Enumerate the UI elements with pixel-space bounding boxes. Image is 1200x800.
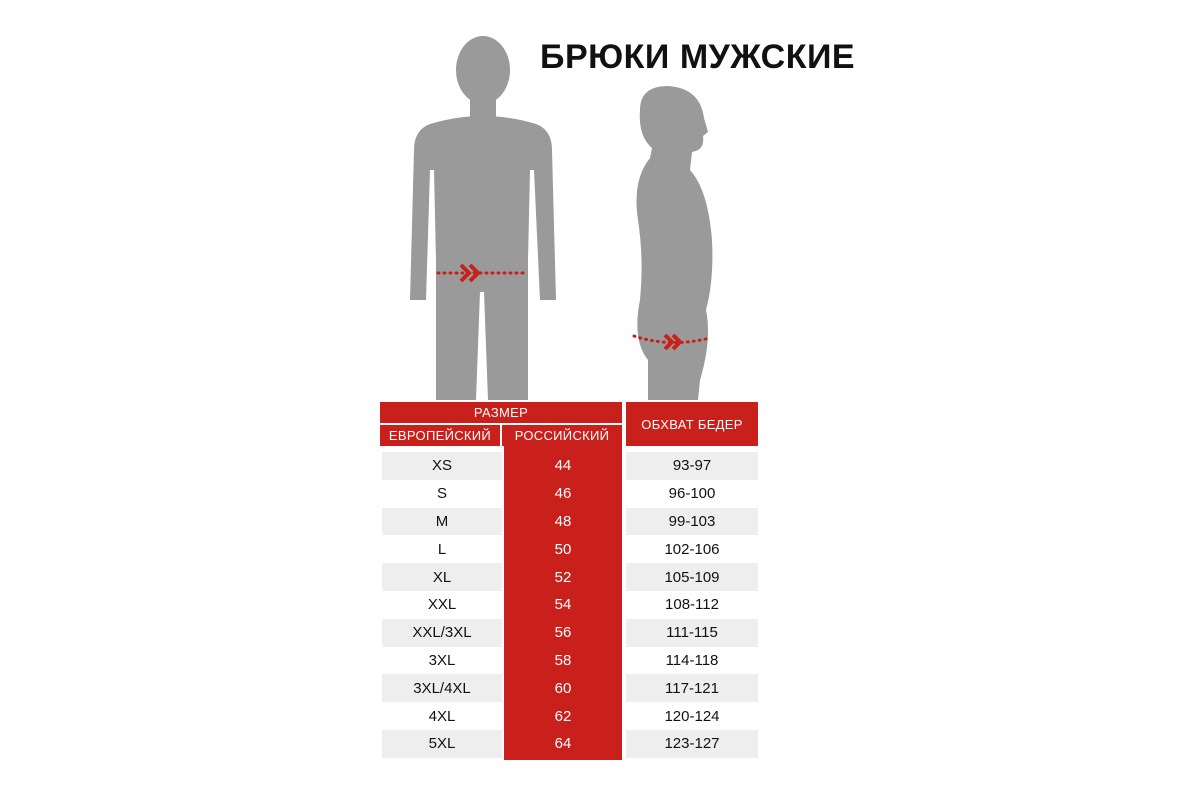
table-row [380,730,758,758]
table-row [380,508,758,536]
cell-hip-girth: 96-100 [668,485,716,503]
cell-russian-size: 62 [554,707,572,725]
cell-russian-size: 56 [554,624,572,642]
header-russian: РОССИЙСКИЙ [502,425,622,446]
cell-hip-girth: 108-112 [665,596,719,614]
header-size: РАЗМЕР [380,402,622,423]
table-row [380,480,758,508]
cell-european-size: L [437,540,447,558]
cell-russian-size: 48 [554,512,572,530]
cell-hip-girth: 120-124 [664,707,720,725]
cell-hip-girth: 117-121 [665,679,719,697]
cell-russian-size: 58 [554,651,572,669]
cell-hip-girth: 114-118 [665,651,719,669]
table-row [380,647,758,675]
cell-hip-girth: 111-115 [666,624,718,642]
cell-hip-girth: 99-103 [668,512,716,530]
table-row [380,702,758,730]
table-row [380,674,758,702]
cell-hip-girth: 105-109 [664,568,720,586]
cell-european-size: 4XL [428,707,456,725]
cell-hip-girth: 102-106 [664,540,720,558]
cell-hip-girth: 93-97 [672,457,712,475]
cell-russian-size: 54 [554,596,572,614]
side-figure [637,86,713,400]
table-row [380,563,758,591]
cell-russian-size: 46 [554,485,572,503]
front-figure [410,36,556,400]
size-table [380,452,758,758]
cell-european-size: 5XL [428,735,456,753]
table-row [380,452,758,480]
cell-russian-size: 64 [554,735,572,753]
cell-european-size: 3XL [428,651,456,669]
cell-european-size: XXL [427,596,457,614]
header-european: ЕВРОПЕЙСКИЙ [380,425,500,446]
cell-european-size: 3XL/4XL [413,679,471,697]
cell-european-size: M [435,512,449,530]
table-row [380,535,758,563]
cell-russian-size: 60 [554,679,572,697]
cell-hip-girth: 123-127 [664,735,720,753]
table-row [380,591,758,619]
cell-russian-size: 44 [554,457,572,475]
cell-european-size: XXL/3XL [412,624,472,642]
cell-russian-size: 52 [554,568,572,586]
cell-russian-size: 50 [554,540,572,558]
table-row [380,619,758,647]
cell-european-size: XL [432,568,452,586]
cell-european-size: XS [431,457,452,475]
cell-european-size: S [436,485,447,503]
page-title: БРЮКИ МУЖСКИЕ [540,38,856,76]
header-hip-girth: ОБХВАТ БЕДЕР [626,402,758,446]
